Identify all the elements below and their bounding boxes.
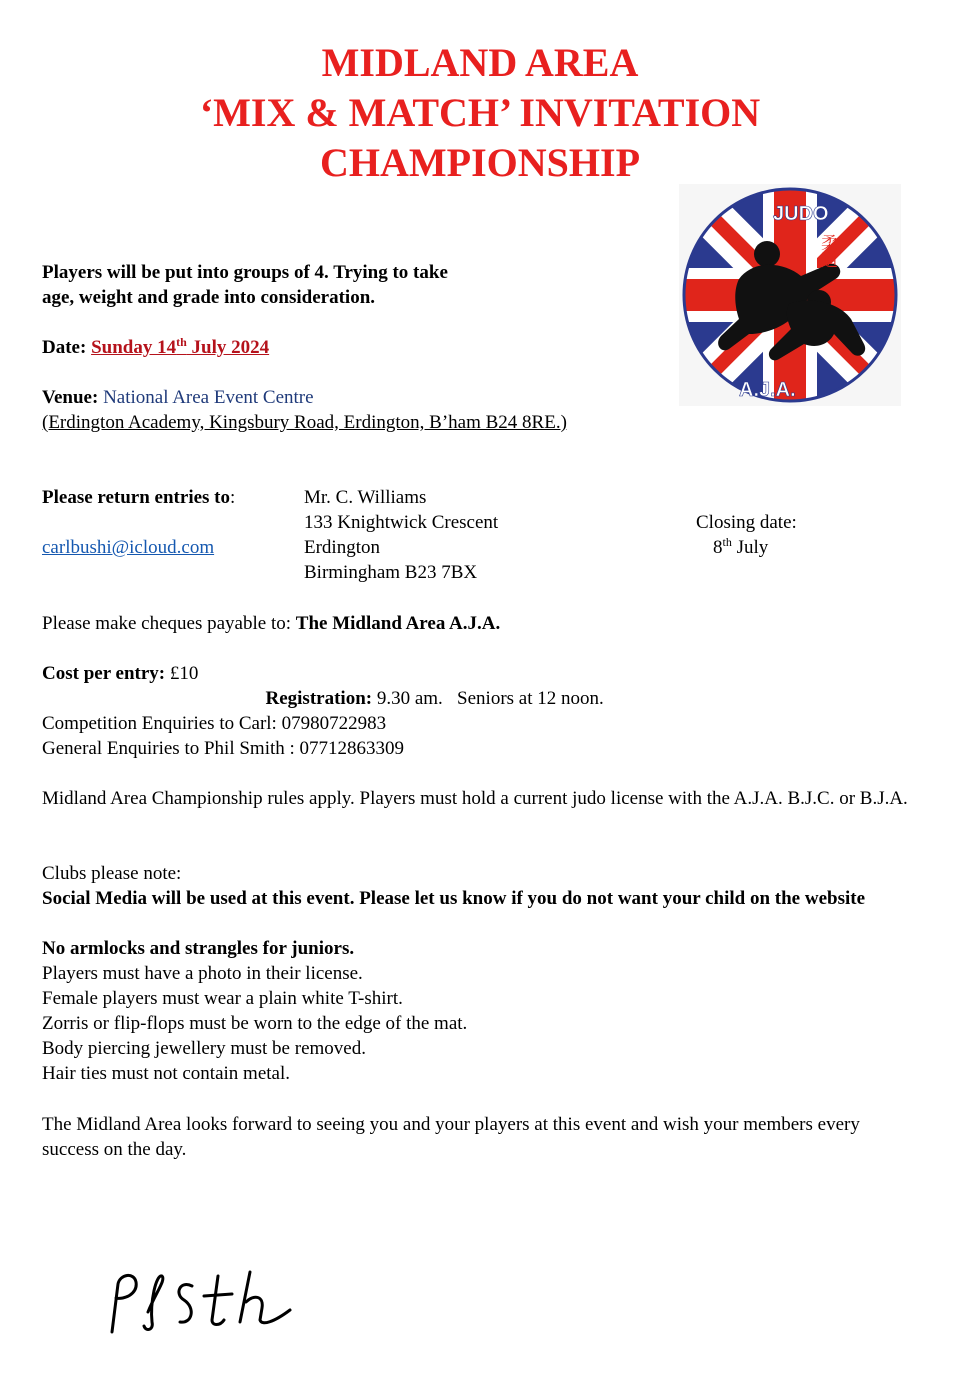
- intro-line-2: age, weight and grade into consideration.: [42, 287, 376, 308]
- entries-address-line-2: 133 Knightwick Crescent: [304, 512, 499, 533]
- rules-paragraph: Midland Area Championship rules apply. Players must hold a current judo license with the A.J.A. B.J.C. or B.J.A.: [42, 788, 908, 809]
- venue-label: Venue:: [42, 387, 99, 408]
- club-note-1: Players must have a photo in their license.: [42, 963, 363, 984]
- competition-enquiries: Competition Enquiries to Carl: 07980722983: [42, 713, 387, 734]
- registration-row: [256, 661, 604, 711]
- entries-colon: :: [230, 487, 236, 508]
- date-row: [42, 335, 269, 360]
- closing-date-label: Closing date:: [696, 512, 797, 533]
- entries-address-line-4: Birmingham B23 7BX: [304, 562, 478, 583]
- venue-row: [42, 385, 314, 410]
- entries-label-row: [42, 485, 235, 510]
- cost-row: [42, 661, 198, 686]
- svg-text:A.J.A.: A.J.A.: [739, 379, 796, 401]
- clubs-heading: Clubs please note:: [42, 863, 182, 884]
- svg-text:JUDO: JUDO: [773, 203, 829, 225]
- club-note-3: Zorris or flip-flops must be worn to the edge of the mat.: [42, 1013, 468, 1034]
- general-enquiries: General Enquiries to Phil Smith : 07712863309: [42, 738, 405, 759]
- handwritten-signature-icon: [100, 1262, 310, 1342]
- cost-label: Cost per entry:: [42, 663, 166, 684]
- club-note-4: Body piercing jewellery must be removed.: [42, 1038, 366, 1059]
- cheques-row: Please make cheques payable to: The Midland Area A.J.A.: [42, 613, 501, 634]
- union-flag-judo-icon: [679, 184, 901, 406]
- aja-judo-logo: [679, 184, 901, 406]
- title-line-3: CHAMPIONSHIP: [320, 140, 640, 185]
- closing-message: The Midland Area looks forward to seeing you and your players at this event and wish your members every success on the day.: [42, 1114, 860, 1160]
- social-media-note: Social Media will be used at this event. Please let us know if you do not want your child on the website: [42, 888, 866, 909]
- date-value: Sunday 14th July 2024: [91, 335, 270, 358]
- svg-text:柔道: 柔道: [817, 234, 837, 268]
- club-note-5: Hair ties must not contain metal.: [42, 1063, 291, 1084]
- entries-label: Please return entries to: [42, 487, 231, 508]
- registration-label: Registration:: [265, 688, 373, 709]
- title-line-2: ‘MIX & MATCH’ INVITATION: [199, 90, 761, 135]
- armlocks-note: No armlocks and strangles for juniors.: [42, 938, 355, 959]
- entries-address-line-3: Erdington: [304, 537, 380, 558]
- registration-value: 9.30 am. Seniors at 12 noon.: [372, 688, 604, 709]
- closing-date-value: 8th July: [713, 535, 769, 558]
- cost-value: £10: [165, 663, 199, 684]
- intro-line-1: Players will be put into groups of 4. Trying to take: [42, 262, 448, 283]
- title-line-1: MIDLAND AREA: [321, 40, 639, 85]
- signature: [100, 1262, 310, 1348]
- date-label: Date:: [42, 337, 87, 358]
- event-title: [0, 38, 960, 188]
- cheques-payee: The Midland Area A.J.A.: [295, 613, 501, 634]
- entries-email-link[interactable]: carlbushi@icloud.com: [42, 537, 215, 558]
- venue-name: National Area Event Centre: [103, 387, 314, 408]
- entries-address-line-1: Mr. C. Williams: [304, 487, 427, 508]
- club-note-2: Female players must wear a plain white T-shirt.: [42, 988, 403, 1009]
- venue-address: (Erdington Academy, Kingsbury Road, Erdington, B’ham B24 8RE.): [42, 412, 567, 433]
